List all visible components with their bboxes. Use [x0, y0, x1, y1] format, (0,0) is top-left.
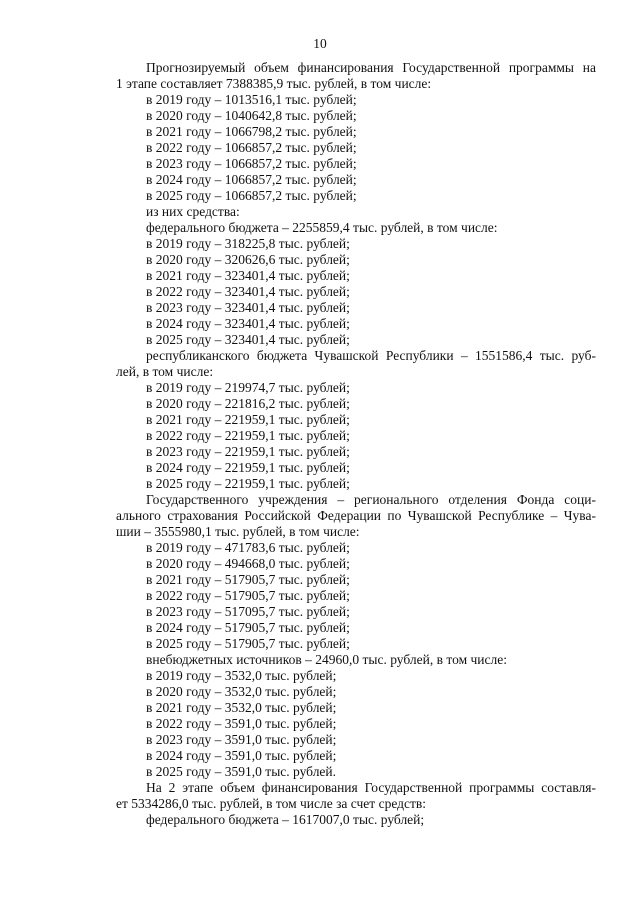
text-line: в 2021 году – 3532,0 тыс. рублей; [146, 700, 337, 715]
text-line: федерального бюджета – 1617007,0 тыс. рублей; [146, 812, 425, 827]
text-line: в 2023 году – 1066857,2 тыс. рублей; [146, 156, 357, 171]
text-line: в 2021 году – 221959,1 тыс. рублей; [146, 412, 350, 427]
text-line: 1 этапе составляет 7388385,9 тыс. рублей, в том числе: [116, 76, 432, 91]
text-line: в 2021 году – 323401,4 тыс. рублей; [146, 268, 350, 283]
text-line: в 2023 году – 517095,7 тыс. рублей; [146, 604, 350, 619]
text-line: Государственного учреждения – регионального отделения Фонда соци- [146, 492, 596, 507]
text-line: На 2 этапе объем финансирования Государственной программы составля- [146, 780, 596, 795]
text-line: в 2019 году – 1013516,1 тыс. рублей; [146, 92, 357, 107]
text-line: внебюджетных источников – 24960,0 тыс. рублей, в том числе: [146, 652, 507, 667]
text-line: в 2022 году – 221959,1 тыс. рублей; [146, 428, 350, 443]
text-line: в 2019 году – 219974,7 тыс. рублей; [146, 380, 350, 395]
text-line: в 2019 году – 3532,0 тыс. рублей; [146, 668, 337, 683]
text-line: в 2022 году – 1066857,2 тыс. рублей; [146, 140, 357, 155]
text-line: в 2024 году – 221959,1 тыс. рублей; [146, 460, 350, 475]
text-line: федерального бюджета – 2255859,4 тыс. рублей, в том числе: [146, 220, 498, 235]
document-body [116, 60, 596, 828]
text-line: в 2020 году – 3532,0 тыс. рублей; [146, 684, 337, 699]
text-line: в 2020 году – 221816,2 тыс. рублей; [146, 396, 350, 411]
text-line: республиканского бюджета Чувашской Республики – 1551586,4 тыс. руб- [146, 348, 596, 363]
text-line: в 2022 году – 3591,0 тыс. рублей; [146, 716, 337, 731]
text-line: ального страхования Российской Федерации по Чувашской Республике – Чува- [116, 508, 596, 523]
text-line: в 2023 году – 221959,1 тыс. рублей; [146, 444, 350, 459]
text-line: Прогнозируемый объем финансирования Государственной программы на [146, 60, 596, 75]
text-line: в 2024 году – 3591,0 тыс. рублей; [146, 748, 337, 763]
text-line: в 2020 году – 320626,6 тыс. рублей; [146, 252, 350, 267]
text-line: в 2019 году – 471783,6 тыс. рублей; [146, 540, 350, 555]
text-line: в 2020 году – 1040642,8 тыс. рублей; [146, 108, 357, 123]
text-line: лей, в том числе: [116, 364, 214, 379]
text-line: в 2019 году – 318225,8 тыс. рублей; [146, 236, 350, 251]
text-line: ет 5334286,0 тыс. рублей, в том числе за счет средств: [116, 796, 427, 811]
text-line: в 2024 году – 517905,7 тыс. рублей; [146, 620, 350, 635]
text-line: в 2023 году – 3591,0 тыс. рублей; [146, 732, 337, 747]
text-line: в 2025 году – 3591,0 тыс. рублей. [146, 764, 337, 779]
text-line: шии – 3555980,1 тыс. рублей, в том числе: [116, 524, 360, 539]
text-line: в 2025 году – 323401,4 тыс. рублей; [146, 332, 350, 347]
text-line: в 2021 году – 517905,7 тыс. рублей; [146, 572, 350, 587]
text-line: из них средства: [146, 204, 240, 219]
text-line: в 2025 году – 1066857,2 тыс. рублей; [146, 188, 357, 203]
text-line: в 2024 году – 1066857,2 тыс. рублей; [146, 172, 357, 187]
page-number: 10 [313, 36, 327, 51]
text-line: в 2025 году – 221959,1 тыс. рублей; [146, 476, 350, 491]
text-line: в 2023 году – 323401,4 тыс. рублей; [146, 300, 350, 315]
text-line: в 2020 году – 494668,0 тыс. рублей; [146, 556, 350, 571]
text-line: в 2022 году – 323401,4 тыс. рублей; [146, 284, 350, 299]
text-line: в 2024 году – 323401,4 тыс. рублей; [146, 316, 350, 331]
text-line: в 2025 году – 517905,7 тыс. рублей; [146, 636, 350, 651]
text-line: в 2021 году – 1066798,2 тыс. рублей; [146, 124, 357, 139]
text-line: в 2022 году – 517905,7 тыс. рублей; [146, 588, 350, 603]
